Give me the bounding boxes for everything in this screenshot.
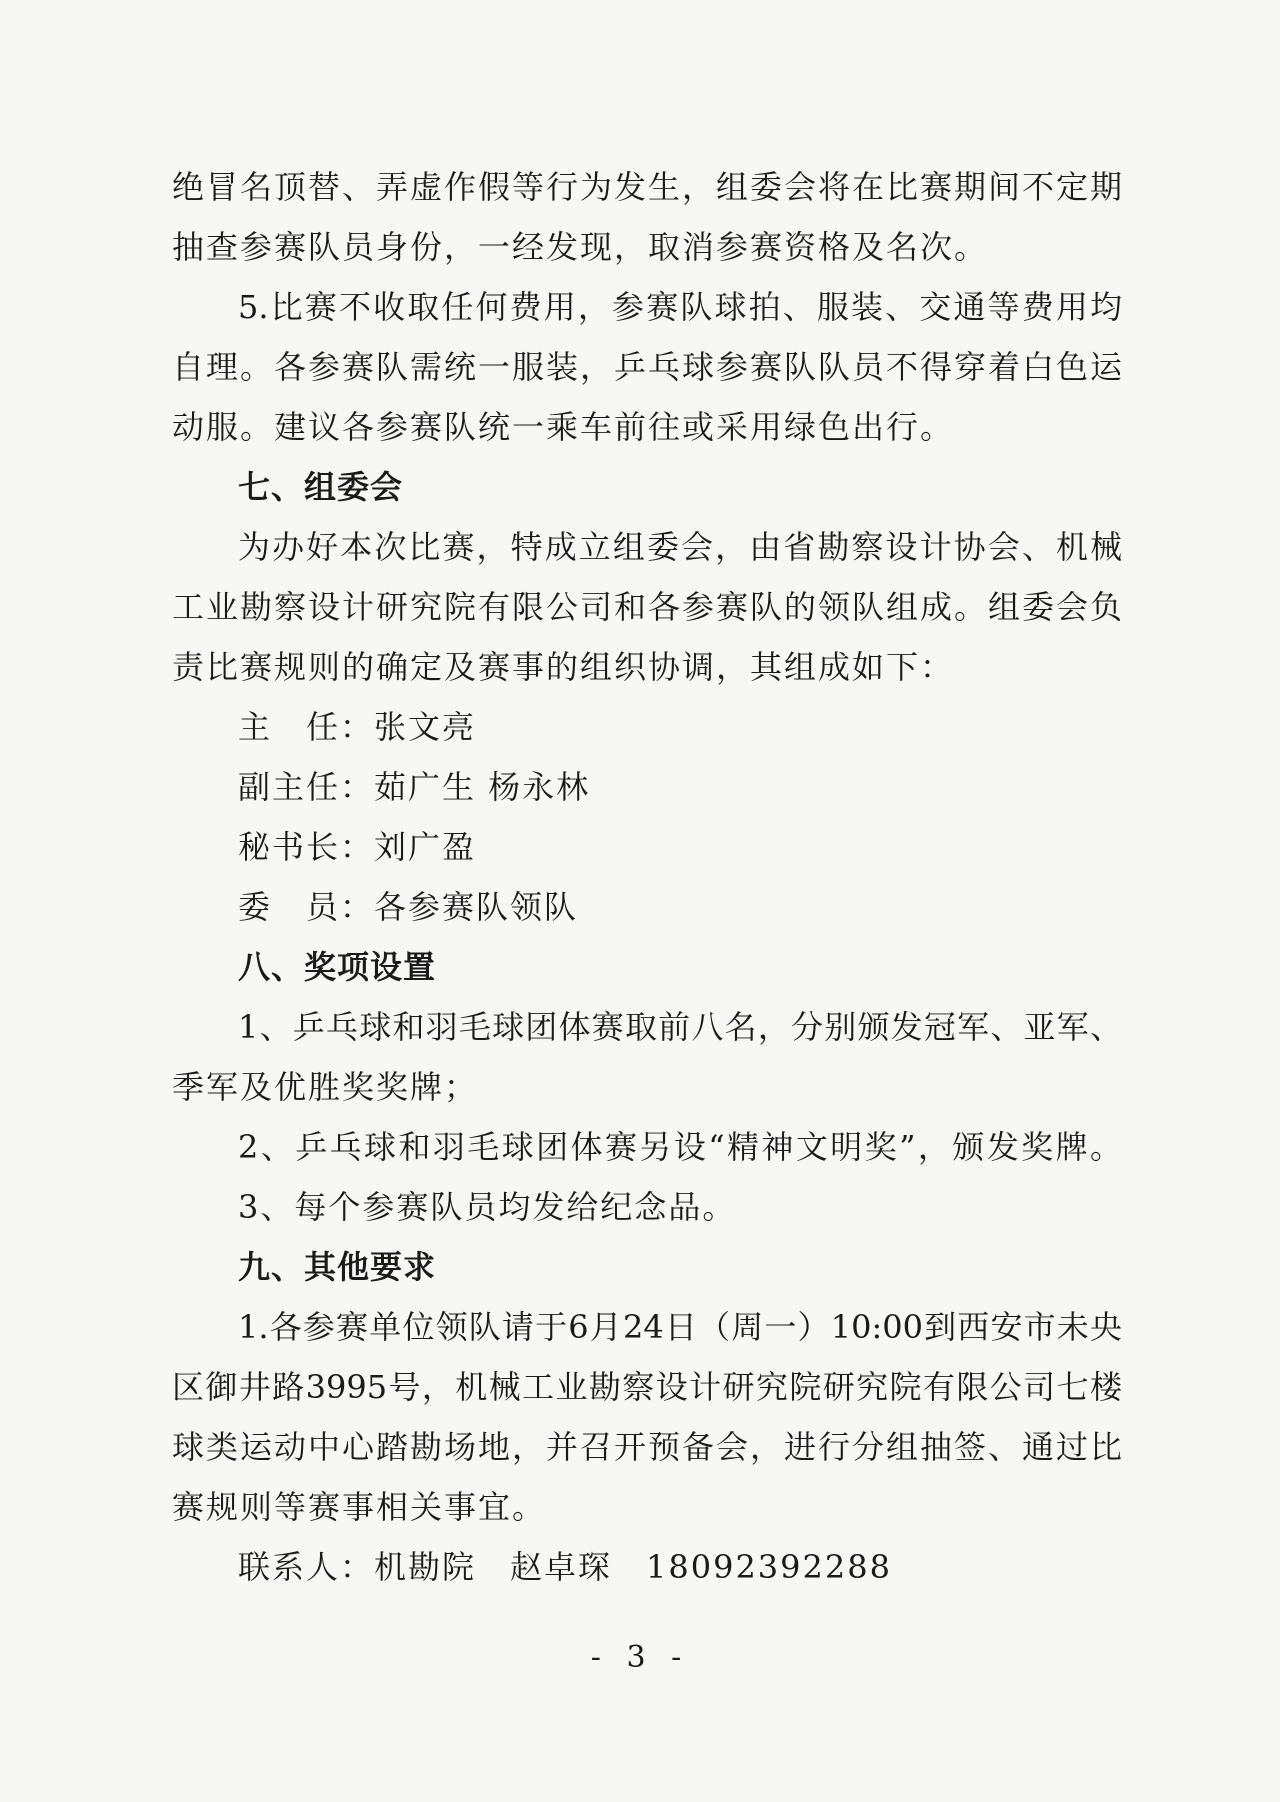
paragraph-line: 动服。建议各参赛队统一乘车前往或采用绿色出行。 [172, 408, 955, 446]
section-heading-organizing-committee: 七、组委会 [238, 468, 404, 506]
contact-line: 联系人：机勘院 赵卓琛 18092392288 [238, 1548, 892, 1586]
paragraph-line: 工业勘察设计研究院有限公司和各参赛队的领队组成。组委会负 [172, 588, 1122, 626]
page-number: - 3 - [590, 1640, 690, 1675]
paragraph-line: 为办好本次比赛，特成立组委会，由省勘察设计协会、机械 [238, 528, 1122, 566]
section-heading-awards: 八、奖项设置 [238, 948, 437, 986]
paragraph-line: 自理。各参赛队需统一服装，乒乓球参赛队队员不得穿着白色运 [172, 348, 1122, 386]
paragraph-line: 3、每个参赛队员均发给纪念品。 [238, 1188, 737, 1226]
committee-members: 委 员：各参赛队领队 [238, 888, 579, 926]
committee-director: 主 任：张文亮 [238, 708, 477, 746]
paragraph-line: 抽查参赛队员身份，一经发现，取消参赛资格及名次。 [172, 228, 989, 266]
section-heading-other-requirements: 九、其他要求 [238, 1248, 437, 1286]
paragraph-line: 2、乒乓球和羽毛球团体赛另设“精神文明奖”，颁发奖牌。 [238, 1128, 1122, 1166]
paragraph-line: 绝冒名顶替、弄虚作假等行为发生，组委会将在比赛期间不定期 [172, 168, 1122, 206]
paragraph-line: 5.比赛不收取任何费用，参赛队球拍、服装、交通等费用均 [238, 288, 1122, 326]
paragraph-line: 季军及优胜奖奖牌； [172, 1068, 479, 1106]
paragraph-line: 赛规则等赛事相关事宜。 [172, 1488, 547, 1526]
committee-deputy-director: 副主任：茹广生 杨永林 [238, 768, 591, 806]
committee-secretary-general: 秘书长：刘广盈 [238, 828, 477, 866]
paragraph-line: 责比赛规则的确定及赛事的组织协调，其组成如下： [172, 648, 955, 686]
paragraph-line: 区御井路3995号，机械工业勘察设计研究院研究院有限公司七楼 [172, 1368, 1122, 1406]
paragraph-line: 1.各参赛单位领队请于6月24日（周一）10:00到西安市未央 [238, 1308, 1122, 1346]
paragraph-line: 1、乒乓球和羽毛球团体赛取前八名，分别颁发冠军、亚军、 [238, 1008, 1122, 1046]
paragraph-line: 球类运动中心踏勘场地，并召开预备会，进行分组抽签、通过比 [172, 1428, 1122, 1466]
